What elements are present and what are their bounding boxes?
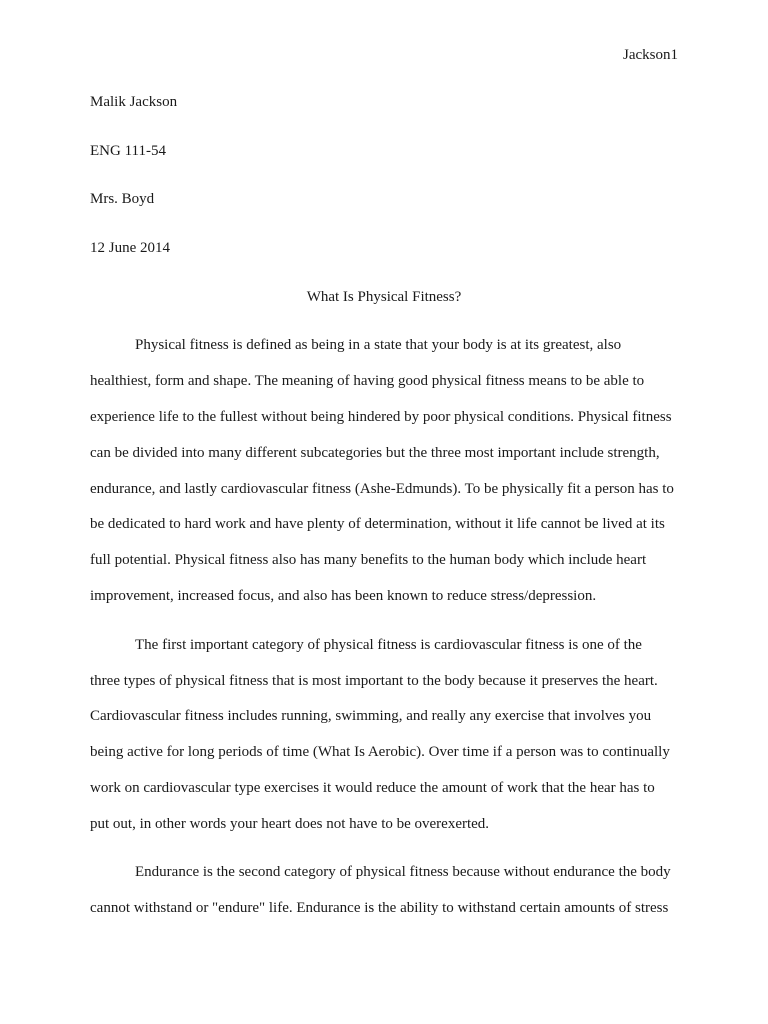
paragraph-line: experience life to the fullest without being hindered by poor physical conditions. Physical fitness	[90, 409, 672, 425]
course-name: ENG 111-54	[90, 143, 166, 159]
paragraph-line: Endurance is the second category of physical fitness because without endurance the body	[135, 864, 671, 880]
paragraph-line: three types of physical fitness that is most important to the body because it preserves the heart.	[90, 673, 658, 689]
instructor-name: Mrs. Boyd	[90, 191, 155, 207]
paragraph-line: healthiest, form and shape. The meaning of having good physical fitness means to be able to	[90, 373, 645, 389]
paragraph-line: full potential. Physical fitness also has many benefits to the human body which include heart	[90, 552, 647, 568]
paragraph-line: put out, in other words your heart does not have to be overexerted.	[90, 816, 490, 832]
page-header-label: Jackson1	[623, 47, 678, 63]
paragraph-line: Physical fitness is defined as being in a state that your body is at its greatest, also	[135, 337, 622, 353]
paragraph-line: The first important category of physical fitness is cardiovascular fitness is one of the	[135, 637, 642, 653]
paragraph-line: can be divided into many different subcategories but the three most important include strength,	[90, 445, 660, 461]
paragraph-line: endurance, and lastly cardiovascular fitness (Ashe-Edmunds). To be physically fit a person has to	[90, 481, 674, 497]
paragraph-line: Cardiovascular fitness includes running, swimming, and really any exercise that involves you	[90, 708, 652, 724]
paragraph-line: being active for long periods of time (What Is Aerobic). Over time if a person was to continually	[90, 744, 670, 760]
paragraph-line: improvement, increased focus, and also has been known to reduce stress/depression.	[90, 588, 597, 604]
essay-title: What Is Physical Fitness?	[306, 289, 462, 305]
paragraph-line: cannot withstand or "endure" life. Endurance is the ability to withstand certain amounts of stress	[90, 900, 669, 916]
paragraph-line: work on cardiovascular type exercises it would reduce the amount of work that the hear has to	[90, 780, 655, 796]
author-name: Malik Jackson	[90, 94, 178, 110]
document-date: 12 June 2014	[90, 240, 170, 256]
paragraph-line: be dedicated to hard work and have plenty of determination, without it life cannot be lived at its	[90, 516, 665, 532]
